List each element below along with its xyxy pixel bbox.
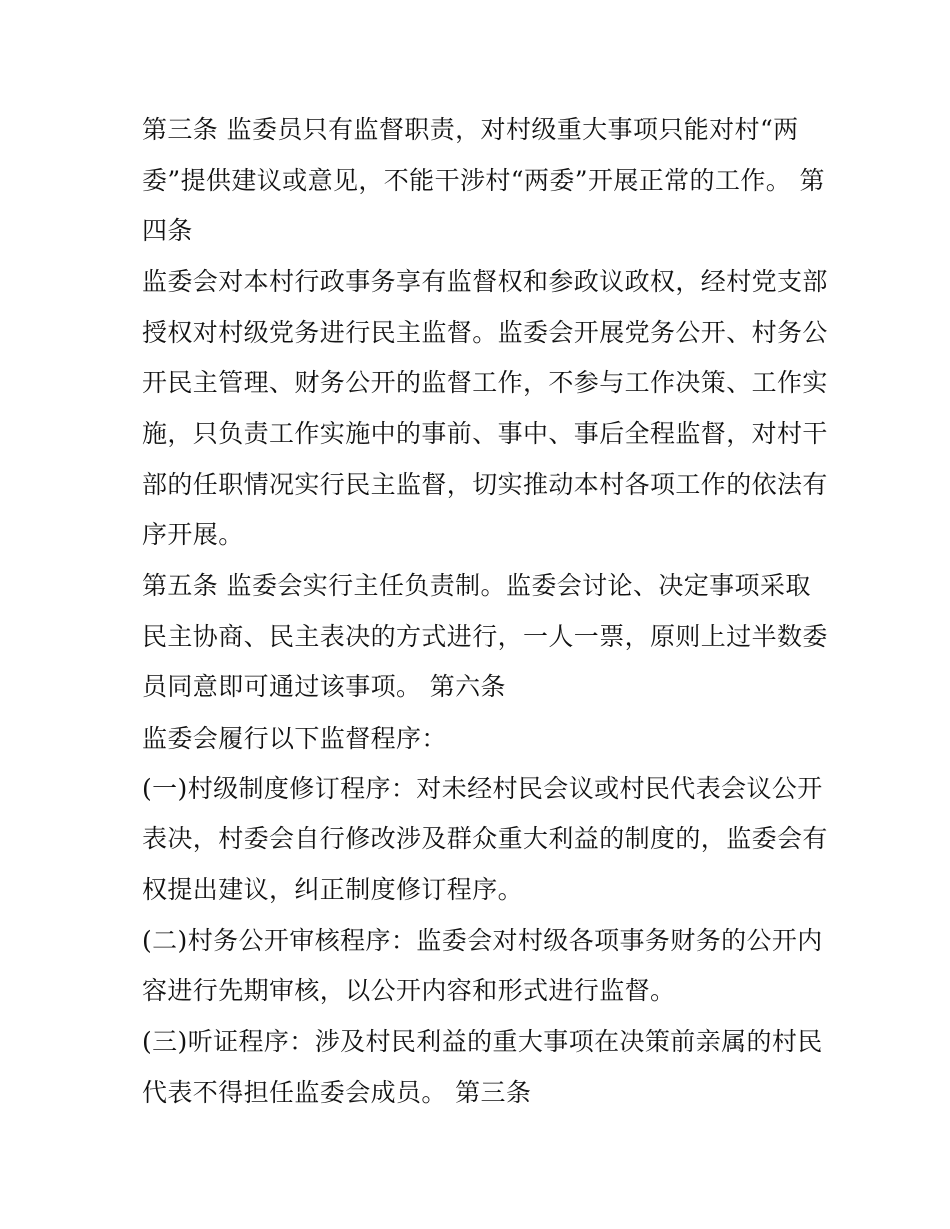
text-line: 权提出建议，纠正制度修订程序。: [142, 875, 524, 904]
text-line: 开民主管理、财务公开的监督工作，不参与工作决策、工作实: [142, 368, 828, 397]
text-line: 员同意即可通过该事项。 第六条: [142, 672, 506, 701]
text-line: 监委会履行以下监督程序：: [142, 724, 447, 753]
text-line: 代表不得担任监委会成员。 第三条: [142, 1078, 532, 1107]
text-line: 四条: [142, 216, 193, 245]
text-line: (二)村务公开审核程序：监委会对村级各项事务财务的公开内: [142, 926, 823, 955]
text-line: 第五条 监委会实行主任负责制。监委会讨论、决定事项采取: [142, 571, 811, 600]
text-line: 委”提供建议或意见，不能干涉村“两委”开展正常的工作。 第: [142, 166, 825, 195]
text-line: 容进行先期审核，以公开内容和形式进行监督。: [142, 976, 676, 1005]
text-line: (一)村级制度修订程序：对未经村民会议或村民代表会议公开: [142, 774, 823, 803]
text-line: 民主协商、民主表决的方式进行，一人一票，原则上过半数委: [142, 622, 828, 651]
text-line: 施，只负责工作实施中的事前、事中、事后全程监督，对村干: [142, 419, 828, 448]
text-line: 授权对村级党务进行民主监督。监委会开展党务公开、村务公: [142, 318, 828, 347]
text-line: (三)听证程序：涉及村民利益的重大事项在决策前亲属的村民: [142, 1027, 823, 1056]
text-line: 表决，村委会自行修改涉及群众重大利益的制度的，监委会有: [142, 824, 828, 853]
text-line: 序开展。: [142, 520, 244, 549]
text-line: 部的任职情况实行民主监督，切实推动本村各项工作的依法有: [142, 470, 828, 499]
text-line: 监委会对本村行政事务享有监督权和参政议政权，经村党支部: [142, 267, 828, 296]
text-line: 第三条 监委员只有监督职责，对村级重大事项只能对村“两: [142, 115, 799, 144]
